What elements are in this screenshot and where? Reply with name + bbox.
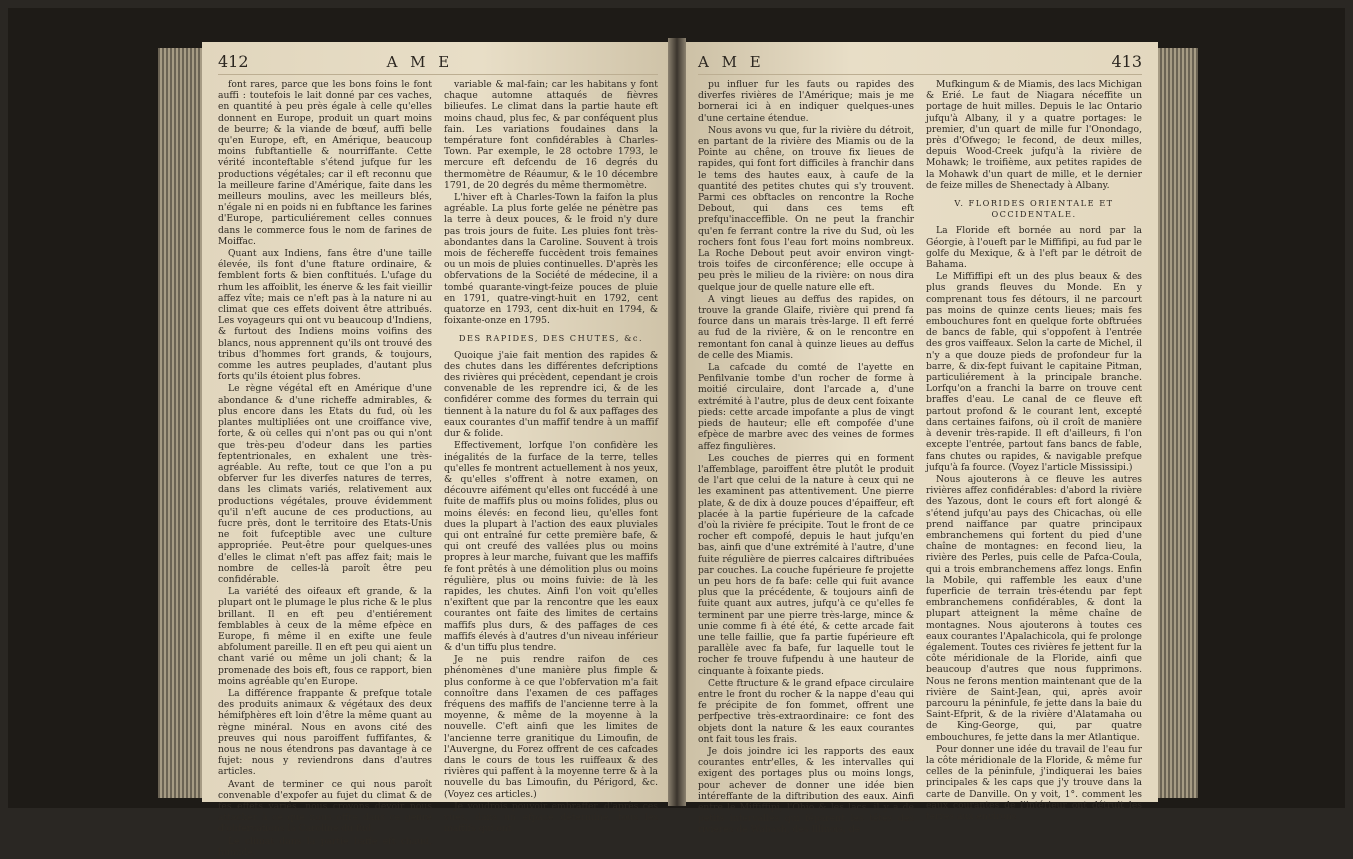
left-column-1 <box>218 79 432 859</box>
paragraph: Le climat dans la partie baffe eft chaud, humide, <box>218 835 432 858</box>
paragraph: pu influer fur les fauts ou rapides des diverfes rivières de l'Amérique; mais je me bornerai ici à en indiquer quelques-unes d'une certaine étendue. <box>698 79 914 124</box>
paragraph: Nous avons vu que, fur la rivière du détroit, en partant de la rivière des Miamis ou de la Pointe au chêne, on trouve fix lieues de rapides, qui font fort difficiles à franchir dans le tems des hautes eaux, à caufe de la quantité des petites chutes qui s'y trouvent. Parmi ces obftacles on rencontre la Roche Debout, qui dans ces tems eft prefqu'inacceffible. On ne peut la franchir qu'en fe ferrant contre la rive du Sud, où les rochers font fous l'eau fort moins nombreux. La Roche Debout peut avoir environ vingt-trois toifes de circonférence; elle occupe à peu près le milieu de la rivière: on nous dira quelque jour de quelle nature elle eft. <box>698 124 914 293</box>
book-gutter <box>668 38 686 806</box>
paragraph: Cette ftructure & le grand efpace circulaire entre le front du rocher & la nappe d'eau qui fe précipite de fon fommet, offrent une perfpective très-extraordinaire: ce font des objets dont la nature & les eaux courantes ont fait tous les frais. <box>698 677 914 745</box>
left-folio: 412 <box>218 52 249 71</box>
paragraph: Je voudrois pouvoir embraffer, d'après ces vues, dans un efpace déterminé, tous les maffifs qui ont <box>444 800 658 835</box>
right-page <box>686 42 1158 836</box>
paragraph: Le Miffiffipi eft un des plus beaux & des plus grands fleuves du Monde. En y comprenant tous fes détours, il ne parcourt pas moins de quinze cents lieues; mais fes embouchures font en quelque forte obftruées de bancs de fable, qui s'oppofent à l'entrée des gros vaiffeaux. Selon la carte de Michel, il n'y a que douze pieds de profondeur fur la barre, & dix-fept fuivant le capitaine Pitman, particuliérement à la principale branche. Lorfqu'on a franchi la barre on trouve cent braffes d'eau. Le canal de ce fleuve eft partout profond & le courant lent, excepté dans certaines faifons, où il croît de manière à devenir très-rapide. Il eft d'ailleurs, fi l'on excepte l'entrée, partout fans bancs de fable, fans chutes ou rapides, & navigable prefque jufqu'à fa fource. (Voyez l'article Mississipi.) <box>926 271 1142 473</box>
right-page-edges <box>1158 48 1198 798</box>
paragraph: Je dois joindre ici les rapports des eaux courantes entr'elles, & les intervalles qui exigent des portages plus ou moins longs, pour achever de donner une idée bien intéreffante de la diftribution des eaux. Ainfi entre le Miffiffipi, l'Ohio & les lacs, il y a de petits intervalles qui féparent les têtes des rivières de Wabash, des Illinois, de <box>698 745 914 836</box>
book-spread <box>8 8 1345 858</box>
left-running-head: A M E <box>386 53 454 71</box>
paragraph: Avant de terminer ce qui nous paroît convenable d'expofer au fujet du climat & de fes effets variés, nous croyons devoir nous attacher à ce que nous offre dans ce genre d'obfervations la Caroline du fud. <box>218 778 432 835</box>
paragraph: La cafcade du comté de l'ayette en Penfilvanie tombe d'un rocher de forme à moitié circulaire, dont l'arcade a, d'une extrémité à l'autre, plus de deux cent foixante pieds: cette arcade impofante a plus de vingt pieds de hauteur; elle eft compofée d'une efpèce de marbre avec des veines de formes affez fingulières. <box>698 362 914 452</box>
paragraph: La variété des oifeaux eft grande, & la plupart ont le plumage le plus riche & le plus brillant. Il en eft peu d'entiérement femblables à ceux de la même efpèce en Europe, fi même il en exifte une feule abfolument pareille. Il en eft peu qui aient un chant varié ou même un joli chant; & la promenade des bois eft, fous ce rapport, bien moins agréable qu'en Europe. <box>218 586 432 687</box>
left-page-edges <box>158 48 202 798</box>
section-title-rapides: DES RAPIDES, DES CHUTES, &c. <box>458 333 644 344</box>
right-column-2 <box>926 79 1142 837</box>
paragraph: Nous ajouterons à ce fleuve les autres rivières affez confidérables: d'abord la rivière des Yazous, dont le cours eft fort alongé & s'étend jufqu'au pays des Chicachas, où elle prend naiffance par quatre principaux embranchemens qui fortent du pied d'une chaîne de montagnes: en fecond lieu, la rivière des Perles, puis celle de Pafca-Coula, qui a trois embranchemens affez longs. Enfin la Mobile, qui raffemble les eaux d'une fuperficie de terrain très-étendu par fept embranchemens confidérables, & dont la plupart atteignent la même chaîne de montagnes. Nous ajouterons à toutes ces eaux courantes l'Apalachicola, qui fe prolonge également. Toutes ces rivières fe jettent fur la côte méridionale de la Floride, ainfi que beaucoup d'autres que nous fupprimons. Nous ne ferons mention maintenant que de la rivière de Saint-Jean, qui, après avoir parcouru la péninfule, fe jette dans la baie du Saint-Efprit, & de la rivière d'Alatamaha ou de King-George, qui, par quatre embouchures, fe jette dans la mer Atlantique. <box>926 473 1142 743</box>
paragraph: Effectivement, lorfque l'on confidère les inégalités de la furface de la terre, telles qu'elles fe montrent actuellement à nos yeux, & qu'elles s'offrent à notre examen, on découvre aifément qu'elles ont fuccédé à une fuite de maffifs plus ou moins folides, plus ou moins élevés: en fecond lieu, qu'elles font dues la plupart à l'action des eaux pluviales qui ont entraîné fur cette première bafe, & qui ont creufé des vallées plus ou moins propres à leur marche, fuivant que les maffifs fe font prêtés à une démolition plus ou moins régulière, plus ou moins fuivie: de là les rapides, les chutes. Ainfi l'on voit qu'elles n'exiftent que par la rencontre que les eaux courantes ont faite des limites de certains maffifs plus durs, & des paffages de ces maffifs élevés à d'autres d'un niveau inférieur & d'un tiffu plus tendre. <box>444 440 658 653</box>
section-title-florides: V. FLORIDES ORIENTALE ET OCCIDENTALE. <box>954 198 1114 220</box>
paragraph: Quoique j'aie fait mention des rapides & des chutes dans les différentes defcriptions des rivières qui précèdent, cependant je crois convenable de les reprendre ici, & de les confidérer comme des formes du terrain qui tiennent à la nature du fol & aux paffages des eaux courantes d'un maffif tendre à un maffif dur & folide. <box>444 349 658 440</box>
paragraph: L'hiver eft à Charles-Town la faifon la plus agréable. La plus forte gelée ne pénètre pas la terre à deux pouces, & le froid n'y dure pas trois jours de fuite. Les pluies font très-abondantes dans la Caroline. Souvent à trois mois de féchereffe fuccèdent trois femaines ou un mois de pluies continuelles. D'après les obfervations de la Société de médecine, il a tombé quarante-vingt-feize pouces de pluie en 1791, quatre-vingt-huit en 1792, cent quatorze en 1793, cent dix-huit en 1794, & foixante-onze en 1795. <box>444 192 658 327</box>
paragraph: Pour donner une idée du travail de l'eau fur la côte méridionale de la Floride, & même fur celles de la péninfule, j'indiquerai les baies principales & les caps que j'y trouve dans la carte de Danville. On y voit, 1°. comment les eaux courantes de l'intérieur ont détruit les terres aux environs <box>926 743 1142 822</box>
paragraph: A vingt lieues au deffus des rapides, on trouve la grande Glaife, rivière qui prend fa fource dans un marais très-large. Il eft ferré au fud de la rivière, & on le rencontre en remontant fon canal à quinze lieues au deffus de celle des Miamis. <box>698 293 914 361</box>
paragraph: Les couches de pierres qui en forment l'affemblage, paroiffent être plutôt le produit de l'art que celui de la nature à ceux qui ne les examinent pas attentivement. Une pierre plate, & de dix à douze pouces d'épaiffeur, eft placée à la partie fupérieure de la cafcade d'où la rivière fe précipite. Tout le front de ce rocher eft compofé, depuis le haut jufqu'en bas, ainfi que d'une extrémité à l'autre, d'une fuite régulière de pierres calcaires diftribuées par couches. La couche fupérieure fe projette un peu hors de fa bafe: celle qui fuit avance plus que la précédente, & toujours ainfi de fuite quant aux autres, jufqu'à ce qu'elles fe terminent par une pierre très-large, mince & unie comme fi à été été, & cette arcade fait une telle faillie, que fa partie fupérieure eft parallèle avec fa bafe, fur laquelle tout le rocher fe trouve fufpendu à une hauteur de cinquante à foixante pieds. <box>698 452 914 677</box>
paragraph: Quant aux Indiens, fans être d'une taille élevée, ils font d'une ftature ordinaire, & femblent forts & bien conftitués. L'ufage du rhum les affoiblit, les énerve & les fait vieillir affez vîte; mais ce n'eft pas à la nature ni au climat que ces effets doivent être attribués. Les voyageurs qui ont vu beaucoup d'Indiens, & furtout des Indiens moins voifins des blancs, nous apprennent qu'ils ont trouvé des tribus d'hommes fort grands, & toujours, comme les autres peuplades, d'autant plus forts qu'ils étoient plus fobres. <box>218 248 432 383</box>
paragraph: La différence frappante & prefque totale des produits animaux & végétaux des deux hémifphères eft loin d'être la même quant au règne minéral. Nous en avons cité des preuves qui nous paroiffent fuffifantes, & nous ne nous étendrons pas davantage à ce fujet: nous y reviendrons dans d'autres articles. <box>218 687 432 778</box>
right-page-header <box>698 52 1142 75</box>
paragraph: Mufkingum & de Miamis, des lacs Michigan & Erié. Le faut de Niagara néceffite un portage de huit milles. Depuis le lac Ontario jufqu'à Albany, il y a quatre portages: le premier, d'un quart de mille fur l'Onondago, près d'Ofwego; le fecond, de deux milles, depuis Wood-Creek jufqu'à la rivière de Mohawk; le troifième, aux petites rapides de la Mohawk d'un quart de mille, et le dernier de feize milles de Shenectady à Albany. <box>926 79 1142 191</box>
paragraph: La Floride eft bornée au nord par la Géorgie, à l'oueft par le Miffifipi, au fud par le golfe du Mexique, & à l'eft par le détroit de Bahama. <box>926 225 1142 271</box>
left-page <box>202 42 668 858</box>
paragraph: Je ne puis rendre raifon de ces phénomènes d'une manière plus fimple & plus conforme à ce que l'obfervation m'a fait connoître dans l'examen de ces paffages fréquens des maffifs de l'ancienne terre à la moyenne, & même de la moyenne à la nouvelle. C'eft ainfi que les limites de l'ancienne terre granitique du Limoufin, de l'Auvergne, du Forez offrent de ces cafcades dans le cours de tous les ruiffeaux & des rivières qui paffent à la moyenne terre & à la nouvelle du bas Limoufin, du Périgord, &c. (Voyez ces articles.) <box>444 654 658 800</box>
paragraph: Le règne végétal eft en Amérique d'une abondance & d'une richeffe admirables, & plus encore dans les Etats du fud, où les plantes multipliées ont une croiffance vive, forte, & où celles qui n'ont pas ou qui n'ont que très-peu d'odeur dans les parties feptentrionales, en exhalent une très-agréable. Au refte, tout ce que l'on a pu obferver fur les diverfes natures de terres, dans les climats variés, relativement aux productions végétales, prouve évidemment qu'il n'eft aucune de ces productions, au fucre près, dont le territoire des Etats-Unis ne foit fufceptible avec une culture appropriée. Peut-être pour quelques-unes d'elles le climat n'eft pas affez fait; mais le nombre de celles-là paroît être peu confidérable. <box>218 383 432 585</box>
right-folio: 413 <box>1111 52 1142 71</box>
left-page-header <box>218 52 658 75</box>
left-column-2 <box>444 79 658 859</box>
right-running-head: A M E <box>698 53 765 71</box>
paragraph: font rares, parce que les bons foins le font auffi : toutefois le lait donné par ces vaches, en quantité à peu près égale à celle qu'elles donnent en Europe, produit un quart moins de beurre; & la viande de bœuf, auffi belle qu'en Europe, eft, en Amérique, beaucoup moins fubftantielle & nourriffante. Cette vérité inconteftable s'étend jufque fur les productions végétales; car il eft reconnu que la meilleure farine d'Amérique, faite dans les meilleurs moulins, avec les meilleurs blés, n'égale ni en poids ni en fubftance les farines d'Europe, particuliérement celles connues dans le commerce fous le nom de farines de Moiffac. <box>218 79 432 247</box>
right-column-1 <box>698 79 914 837</box>
paragraph: variable & mal-fain; car les habitans y font chaque automne attaqués de fièvres bilieufes. Le climat dans la partie haute eft moins chaud, plus fec, & par conféquent plus fain. Les variations foudaines dans la température font confidérables à Charles-Town. Par exemple, le 28 octobre 1793, le mercure eft defcendu de 16 degrés du thermomètre de Réaumur, & le 10 décembre 1791, de 20 degrés du même thermomètre. <box>444 79 658 191</box>
